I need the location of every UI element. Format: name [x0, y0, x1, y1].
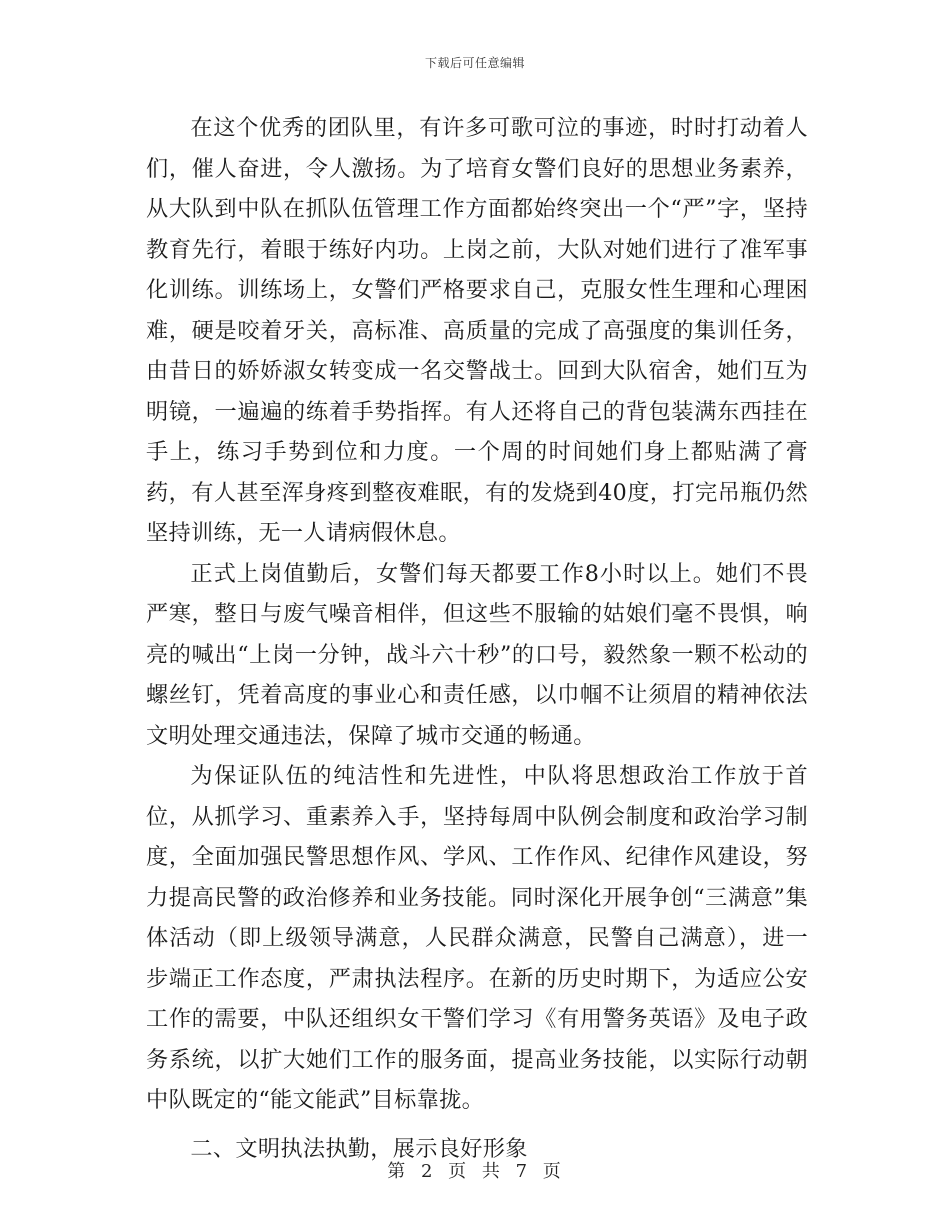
- body-paragraph-2: 正式上岗值勤后，女警们每天都要工作8小时以上。她们不畏严寒，整日与废气噪音相伴，但这些不服输的姑娘们毫不畏惧，响亮的喊出“上岗一分钟，战斗六十秒”的口号，毅然象一颗不松动的螺丝钉，凭着高度的事业心和责任感，以巾帼不让须眉的精神依法文明处理交通违法，保障了城市交通的畅通。: [146, 560, 808, 749]
- page-header: 下载后可任意编辑: [424, 56, 525, 70]
- document-body: [146, 108, 808, 1169]
- section-heading: 二、文明执法执勤，展示良好形象: [190, 1135, 528, 1162]
- body-paragraph-1: 在这个优秀的团队里，有许多可歌可泣的事迹，时时打动着人们，催人奋进，令人激扬。为了培育女警们良好的思想业务素养，从大队到中队在抓队伍管理工作方面都始终突出一个“严”字，坚持教育先行，着眼于练好内功。上岗之前，大队对她们进行了准军事化训练。训练场上，女警们严格要求自己，克服女性生理和心理困难，硬是咬着牙关，高标准、高质量的完成了高强度的集训任务，由昔日的娇娇淑女转变成一名交警战士。回到大队宿舍，她们互为明镜，一遍遍的练着手势指挥。有人还将自己的背包装满东西挂在手上，练习手势到位和力度。一个周的时间她们身上都贴满了膏药，有人甚至浑身疼到整夜难眠，有的发烧到40度，打完吊瓶仍然坚持训练，无一人请病假休息。: [146, 115, 808, 546]
- page-footer: 第 2 页 共 7 页: [387, 1161, 563, 1182]
- body-paragraph-3: 为保证队伍的纯洁性和先进性，中队将思想政治工作放于首位，从抓学习、重素养入手，坚持每周中队例会制度和政治学习制度，全面加强民警思想作风、学风、工作作风、纪律作风建设，努力提高民警的政治修养和业务技能。同时深化开展争创“三满意”集体活动（即上级领导满意，人民群众满意，民警自己满意），进一步端正工作态度，严肃执法程序。在新的历史时期下，为适应公安工作的需要，中队还组织女干警们学习《有用警务英语》及电子政务系统，以扩大她们工作的服务面，提高业务技能，以实际行动朝中队既定的“能文能武”目标靠拢。: [146, 763, 808, 1113]
